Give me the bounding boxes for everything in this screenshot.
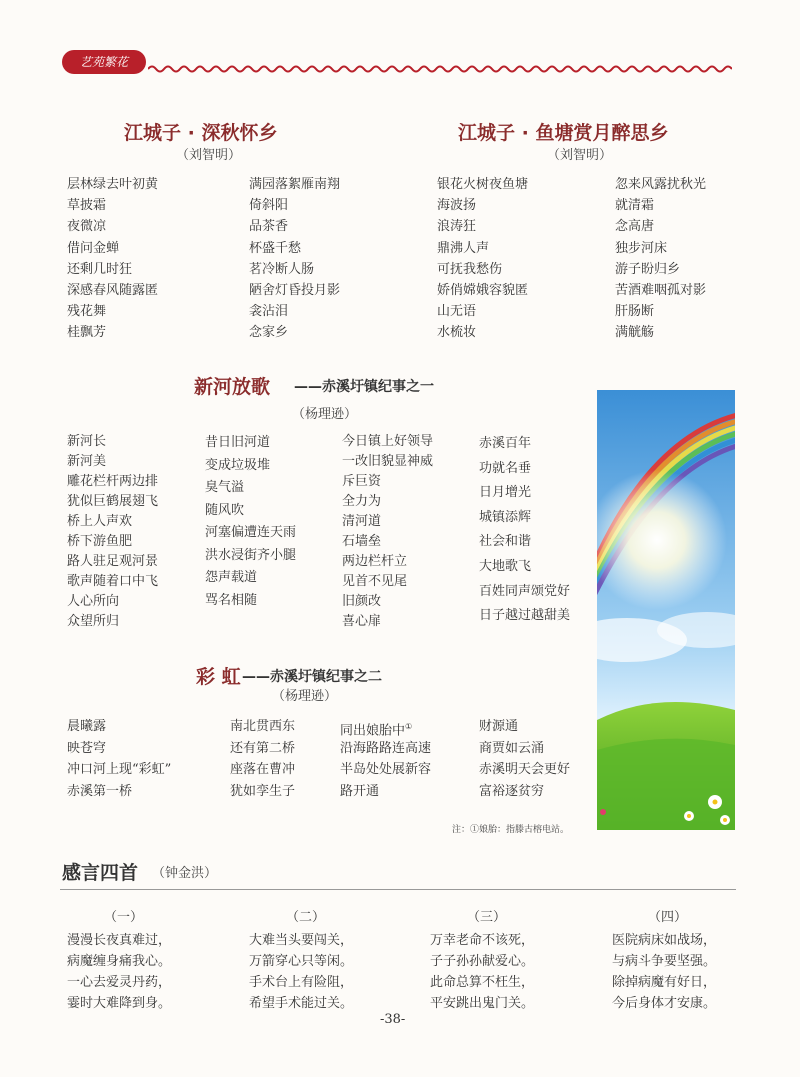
poem-line: 日子越过越甜美 (479, 608, 571, 624)
poem-line: 富裕逐贫穷 (479, 783, 545, 799)
poem2-column-2 (615, 174, 706, 344)
poem-line: 映苍穹 (67, 740, 107, 756)
poem-line: 石墙垒 (342, 534, 382, 549)
poem-line: 可抚我愁伤 (437, 261, 503, 277)
poem-line: 病魔缠身痛我心。 (67, 954, 172, 969)
poem-line: 娇俏嫦娥容貌匿 (437, 282, 529, 298)
poem-line: 游子盼归乡 (615, 261, 681, 277)
poem-line: 品茶香 (249, 219, 289, 235)
poem-line (340, 716, 431, 738)
poem-line: 霎时大难降到身。 (67, 996, 172, 1011)
poem-line: 浪涛狂 (437, 219, 477, 235)
poem-line: 还有第二桥 (230, 740, 296, 756)
poem-line: 桥上人声欢 (67, 514, 133, 529)
poem-line: 水梳妆 (437, 325, 477, 341)
poem-line: 子子孙孙献爱心。 (430, 954, 535, 969)
poem-line: 歌声随着口中飞 (67, 574, 159, 589)
part-number: （一） (104, 910, 144, 925)
poem-line: 清河道 (342, 514, 382, 529)
decorative-scallop-border (148, 64, 732, 74)
poem-line: 赤溪第一桥 (67, 783, 133, 799)
poem-line: 晨曦露 (67, 719, 107, 734)
poem-line: 还剩几时狂 (67, 261, 133, 277)
poem5-part-4 (612, 930, 716, 1014)
poem-line: 倚斜阳 (249, 198, 289, 214)
poem4-title: 彩 虹 (196, 666, 241, 688)
poem-line: 喜心扉 (342, 614, 382, 629)
poem-line: 平安跳出鬼门关。 (430, 996, 535, 1011)
poem-line: 今后身体才安康。 (612, 996, 717, 1011)
poem3-column-2 (205, 432, 296, 612)
poem-line: 昔日旧河道 (205, 435, 271, 450)
poem-line: 半岛处处展新容 (340, 762, 432, 777)
part-number: （四） (648, 910, 688, 925)
poem-line: 赤溪百年 (479, 436, 532, 451)
poem-line: 怨声载道 (205, 570, 258, 585)
poem-line: 鼎沸人声 (437, 240, 490, 256)
poem-line: 草披霜 (67, 198, 107, 214)
poem-line: 城镇添辉 (479, 509, 532, 525)
poem-line: 随风吹 (205, 502, 245, 518)
poem1-column-2 (249, 174, 340, 344)
poem-line: 一改旧貌显神威 (342, 454, 434, 469)
poem-line: 借问金蝉 (67, 240, 120, 256)
poem-line: 一心去爱灵丹药， (67, 975, 172, 990)
poem-line: 赤溪明天会更好 (479, 762, 571, 777)
poem-line-text: 同出娘胎中 (340, 723, 406, 739)
poem-line: 苦酒难咽孤对影 (615, 282, 707, 298)
poem-line: 独步河床 (615, 240, 668, 256)
poem-line: 冲口河上现“彩虹” (67, 762, 172, 777)
poem-line: 万箭穿心只等闲。 (249, 954, 354, 969)
poem5-title: 感言四首 (62, 862, 139, 884)
poem3-column-3 (342, 432, 433, 632)
poem-line: 忽来风露扰秋光 (615, 177, 707, 192)
poem-line: 深感春风随露匿 (67, 282, 159, 298)
part-number: （二） (286, 910, 326, 925)
poem-line: 山无语 (437, 304, 477, 320)
poem-line: 大难当头要闯关， (249, 933, 354, 948)
poem-line: 财源通 (479, 719, 519, 734)
poem-line: 陋舍灯昏投月影 (249, 282, 341, 298)
poem-line: 此命总算不枉生， (430, 975, 535, 990)
poem-line: 大地歌飞 (479, 558, 532, 574)
poem5-author: （钟金洪） (152, 866, 218, 881)
poem-line: 念高唐 (615, 219, 655, 235)
section-tag: 艺苑繁花 (62, 50, 146, 74)
rainbow-meadow-image (597, 390, 735, 830)
poem-line: 希望手术能过关。 (249, 996, 354, 1011)
poem-line: 层林绿去叶初黄 (67, 177, 159, 192)
footnote-marker: ① (405, 722, 413, 731)
poem-line: 漫漫长夜真难过， (67, 933, 172, 948)
poem-line: 众望所归 (67, 614, 120, 629)
poem-line: 衾沾泪 (249, 304, 289, 320)
poem-line: 洪水浸街齐小腿 (205, 547, 297, 563)
poem3-author: （杨理逊） (292, 407, 358, 422)
poem-line: 犹如孪生子 (230, 783, 296, 799)
poem-line: 功就名垂 (479, 460, 532, 476)
poem3-column-1 (67, 432, 158, 632)
poem5-part-1 (67, 930, 171, 1014)
poem2-title: 江城子 · 鱼塘赏月醉思乡 (458, 122, 669, 144)
poem-line: 河塞偏遭连天雨 (205, 525, 297, 540)
poem5-part-2 (249, 930, 353, 1014)
poem-line: 变成垃圾堆 (205, 457, 271, 473)
poem-line: 见首不见尾 (342, 574, 408, 589)
poem1-author: （刘智明） (176, 148, 242, 163)
poem3-column-4 (479, 432, 570, 629)
poem-line: 百姓同声颂党好 (479, 583, 571, 599)
poem4-column-3 (340, 716, 431, 802)
poem-line: 座落在曹冲 (230, 762, 296, 777)
poem-line: 念家乡 (249, 325, 289, 341)
footnote: 注：①娘胎：指滕古榕电站。 (452, 825, 570, 835)
poem-line: 桥下游鱼肥 (67, 534, 133, 549)
poem-line: 斥巨资 (342, 474, 382, 489)
poem-line: 雕花栏杆两边排 (67, 474, 159, 489)
poem2-column-1 (437, 174, 528, 344)
poem-line: 满园落絮雁南翔 (249, 177, 341, 192)
poem-line: 肝肠断 (615, 304, 655, 320)
poem-line: 万幸老命不该死， (430, 933, 535, 948)
poem-line: 新河美 (67, 454, 107, 469)
poem-line: 茗冷断人肠 (249, 261, 315, 277)
poem-line: 海波扬 (437, 198, 477, 214)
poem4-column-1 (67, 716, 171, 802)
poem-line: 旧颜改 (342, 594, 382, 609)
poem-line: 除掉病魔有好日， (612, 975, 717, 990)
poem1-column-1 (67, 174, 158, 344)
poem-line: 今日镇上好领导 (342, 434, 434, 449)
poem-line: 新河长 (67, 434, 107, 449)
poem2-author: （刘智明） (547, 148, 613, 163)
part-number: （三） (467, 910, 507, 925)
poem-line: 南北贯西东 (230, 719, 296, 734)
poem-line: 骂名相随 (205, 592, 258, 608)
poem-line: 人心所向 (67, 594, 120, 609)
poem-line: 与病斗争要坚强。 (612, 954, 717, 969)
poem-line: 社会和谐 (479, 534, 532, 550)
poem-line: 就清霜 (615, 198, 655, 214)
poem-line: 全力为 (342, 494, 382, 509)
poem4-author: （杨理逊） (272, 689, 338, 704)
poem-line: 犹似巨鹤展翅飞 (67, 494, 159, 509)
poem-line: 日月增光 (479, 485, 532, 501)
poem3-title: 新河放歌 (194, 376, 271, 398)
poem-line: 商贾如云涌 (479, 740, 545, 756)
poem-line: 医院病床如战场， (612, 933, 717, 948)
poem-line: 夜微凉 (67, 219, 107, 235)
page-number: -38- (380, 1012, 406, 1027)
poem-line: 手术台上有险阻， (249, 975, 354, 990)
poem-line: 满觥觞 (615, 325, 655, 341)
poem3-subtitle: ——赤溪圩镇纪事之一 (294, 379, 434, 395)
poem-line: 路开通 (340, 783, 380, 799)
section-divider (60, 889, 736, 890)
poem-line: 路人驻足观河景 (67, 554, 159, 569)
poem4-column-4 (479, 716, 570, 802)
poem1-title: 江城子 · 深秋怀乡 (124, 122, 278, 144)
poem-line: 臭气溢 (205, 480, 245, 495)
poem-line: 两边栏杆立 (342, 554, 408, 569)
poem4-subtitle: ——赤溪圩镇纪事之二 (242, 669, 382, 685)
poem5-part-3 (430, 930, 534, 1014)
poem4-column-2 (230, 716, 295, 802)
poem-line: 残花舞 (67, 304, 107, 320)
poem-line: 桂飘芳 (67, 325, 107, 341)
poem-line: 银花火树夜鱼塘 (437, 177, 529, 192)
poem-line: 杯盛千愁 (249, 240, 302, 256)
poem-line: 沿海路路连高速 (340, 740, 432, 756)
